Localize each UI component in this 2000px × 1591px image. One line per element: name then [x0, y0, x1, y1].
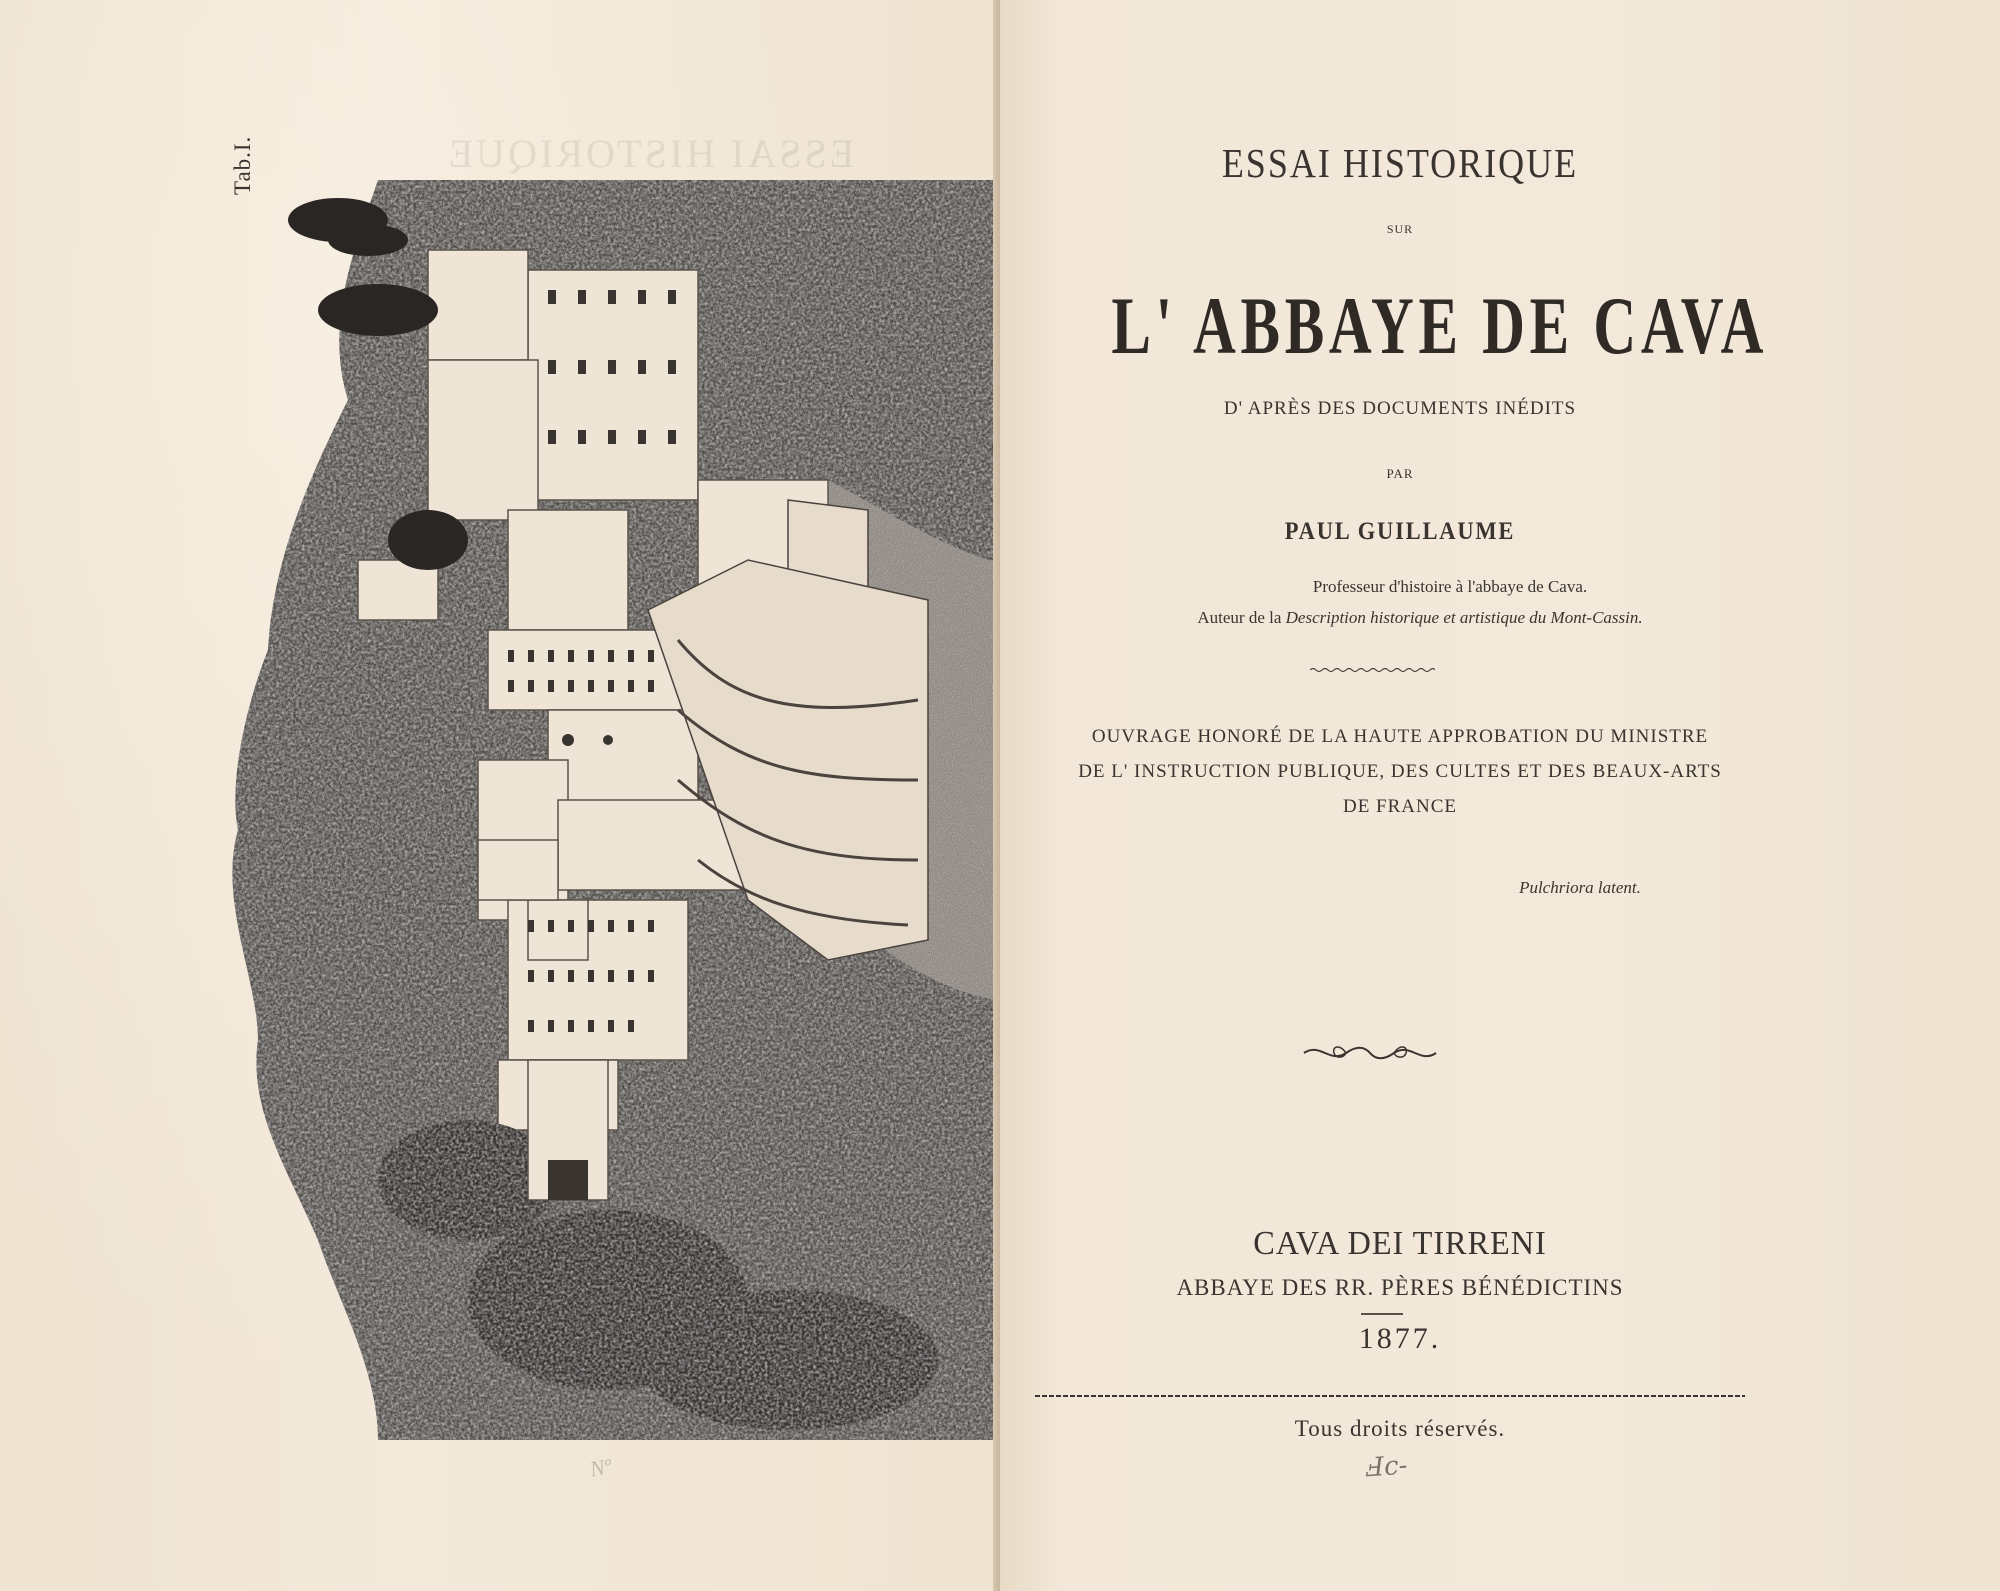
flourish-ornament	[1300, 1040, 1440, 1066]
approval-line-1: OUVRAGE HONORÉ DE LA HAUTE APPROBATION DU MINISTRE	[1091, 726, 1709, 747]
motto: Pulchriora latent.	[1519, 878, 1641, 897]
publisher: ABBAYE DES RR. PÈRES BÉNÉDICTINS	[1176, 1275, 1624, 1300]
approval-line-3: DE FRANCE	[1342, 796, 1458, 817]
title-sur: SUR	[1386, 222, 1414, 236]
author-works-prefix: Auteur de la	[1197, 608, 1286, 627]
subtitle: D' APRÈS DES DOCUMENTS INÉDITS	[1223, 398, 1577, 419]
title-line1: ESSAI HISTORIQUE	[1221, 140, 1579, 186]
approval-line-2: DE L' INSTRUCTION PUBLIQUE, DES CULTES ET DES BEAUX-ARTS	[1078, 761, 1722, 782]
author-works-title: Description historique et artistique du Mont-Cassin.	[1285, 608, 1643, 627]
dotted-rule	[1035, 1393, 1745, 1399]
pencil-annotation: Ⅎc-	[1365, 1450, 1409, 1484]
show-through-title: ESSAI HISTORIQUE	[445, 131, 855, 176]
city: CAVA DEI TIRRENI	[1253, 1225, 1547, 1262]
year: 1877.	[1358, 1322, 1442, 1355]
plate-label: Tab.I.	[230, 135, 255, 195]
author-works	[1100, 608, 1740, 628]
author-name: PAUL GUILLAUME	[1284, 518, 1516, 545]
abbey-engraving	[228, 180, 998, 1440]
main-title: L' ABBAYE DE CAVA	[1111, 280, 1769, 372]
by-label: PAR	[1386, 466, 1414, 481]
rights-notice: Tous droits réservés.	[1294, 1416, 1506, 1441]
short-rule	[1361, 1313, 1403, 1315]
author-title: Professeur d'histoire à l'abbaye de Cava.	[1312, 577, 1588, 596]
wavy-divider	[1310, 667, 1435, 673]
pencil-annotation-left: Nº	[587, 1453, 614, 1482]
